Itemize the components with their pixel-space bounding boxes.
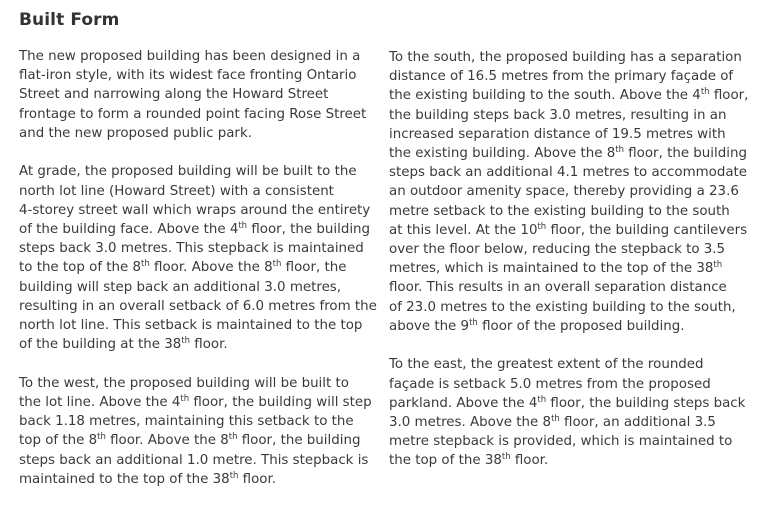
text-line: of the building face. Above the 4th floor, the building	[19, 221, 371, 238]
text-line: north lot line. This setback is maintained to the top	[19, 318, 363, 334]
text-line: Street and narrowing along the Howard Street	[19, 87, 329, 103]
text-line: the building steps back 3.0 metres, resulting in an	[389, 107, 727, 123]
text-line: metres, which is maintained to the top of the 38th	[389, 260, 723, 277]
text-line: of the building at the 38th floor.	[19, 336, 228, 353]
text-line: floor. This results in an overall separation distance	[389, 280, 727, 296]
text-line: To the west, the proposed building will be built to	[19, 375, 349, 391]
text-line: 4-storey street wall which wraps around the entirety	[19, 202, 371, 218]
text-line: at this level. At the 10th floor, the building cantilevers	[389, 221, 748, 238]
right-column	[389, 48, 749, 490]
text-line: steps back an additional 4.1 metres to accommodate	[389, 165, 748, 181]
text-line: the top of the 38th floor.	[389, 452, 549, 469]
text-line: over the floor below, reducing the stepback to 3.5	[389, 242, 726, 258]
text-line: façade is setback 5.0 metres from the proposed	[389, 376, 711, 392]
text-line: metre setback to the existing building to the south	[389, 203, 730, 219]
section-heading: Built Form	[19, 10, 120, 30]
text-line: frontage to form a rounded point facing Rose Street	[19, 106, 367, 122]
text-line: of 23.0 metres to the existing building to the south,	[389, 299, 736, 315]
text-line: metre stepback is provided, which is maintained to	[389, 434, 733, 450]
text-line: steps back 3.0 metres. This stepback is maintained	[19, 241, 364, 257]
text-line: At grade, the proposed building will be built to the	[19, 164, 357, 180]
text-line: parkland. Above the 4th floor, the building steps back	[389, 394, 746, 411]
text-line: maintained to the top of the 38th floor.	[19, 470, 277, 487]
text-line: To the east, the greatest extent of the rounded	[389, 357, 704, 373]
text-line: and the new proposed public park.	[19, 125, 252, 141]
paragraph	[389, 355, 744, 470]
paragraph	[19, 162, 376, 354]
text-line: 3.0 metres. Above the 8th floor, an additional 3.5	[389, 414, 716, 431]
text-line: increased separation distance of 19.5 metres with	[389, 126, 726, 142]
text-line: flat-iron style, with its widest face fronting Ontario	[19, 68, 357, 84]
text-line: The new proposed building has been designed in a	[19, 49, 361, 64]
text-line: resulting in an overall setback of 6.0 metres from the	[19, 298, 377, 314]
paragraph	[19, 47, 376, 143]
text-line: top of the 8th floor. Above the 8th floor, the building	[19, 432, 361, 449]
left-column	[19, 47, 376, 508]
paragraph	[389, 48, 749, 336]
text-line: an outdoor amenity space, thereby providing a 23.6	[389, 184, 739, 200]
text-line: above the 9th floor of the proposed building.	[389, 317, 685, 334]
text-line: the lot line. Above the 4th floor, the building will step	[19, 394, 372, 411]
text-line: north lot line (Howard Street) with a consistent	[19, 183, 334, 199]
text-line: To the south, the proposed building has a separation	[389, 50, 742, 65]
text-line: to the top of the 8th floor. Above the 8th floor, the	[19, 259, 347, 276]
paragraph	[19, 374, 376, 489]
text-line: the existing building. Above the 8th floor, the building	[389, 145, 747, 162]
text-line: the existing building to the south. Above the 4th floor,	[389, 87, 749, 104]
text-line: distance of 16.5 metres from the primary façade of	[389, 69, 734, 85]
text-line: steps back an additional 1.0 metre. This stepback is	[19, 452, 369, 468]
text-line: building will step back an additional 3.0 metres,	[19, 279, 342, 295]
text-line: back 1.18 metres, maintaining this setback to the	[19, 414, 354, 430]
